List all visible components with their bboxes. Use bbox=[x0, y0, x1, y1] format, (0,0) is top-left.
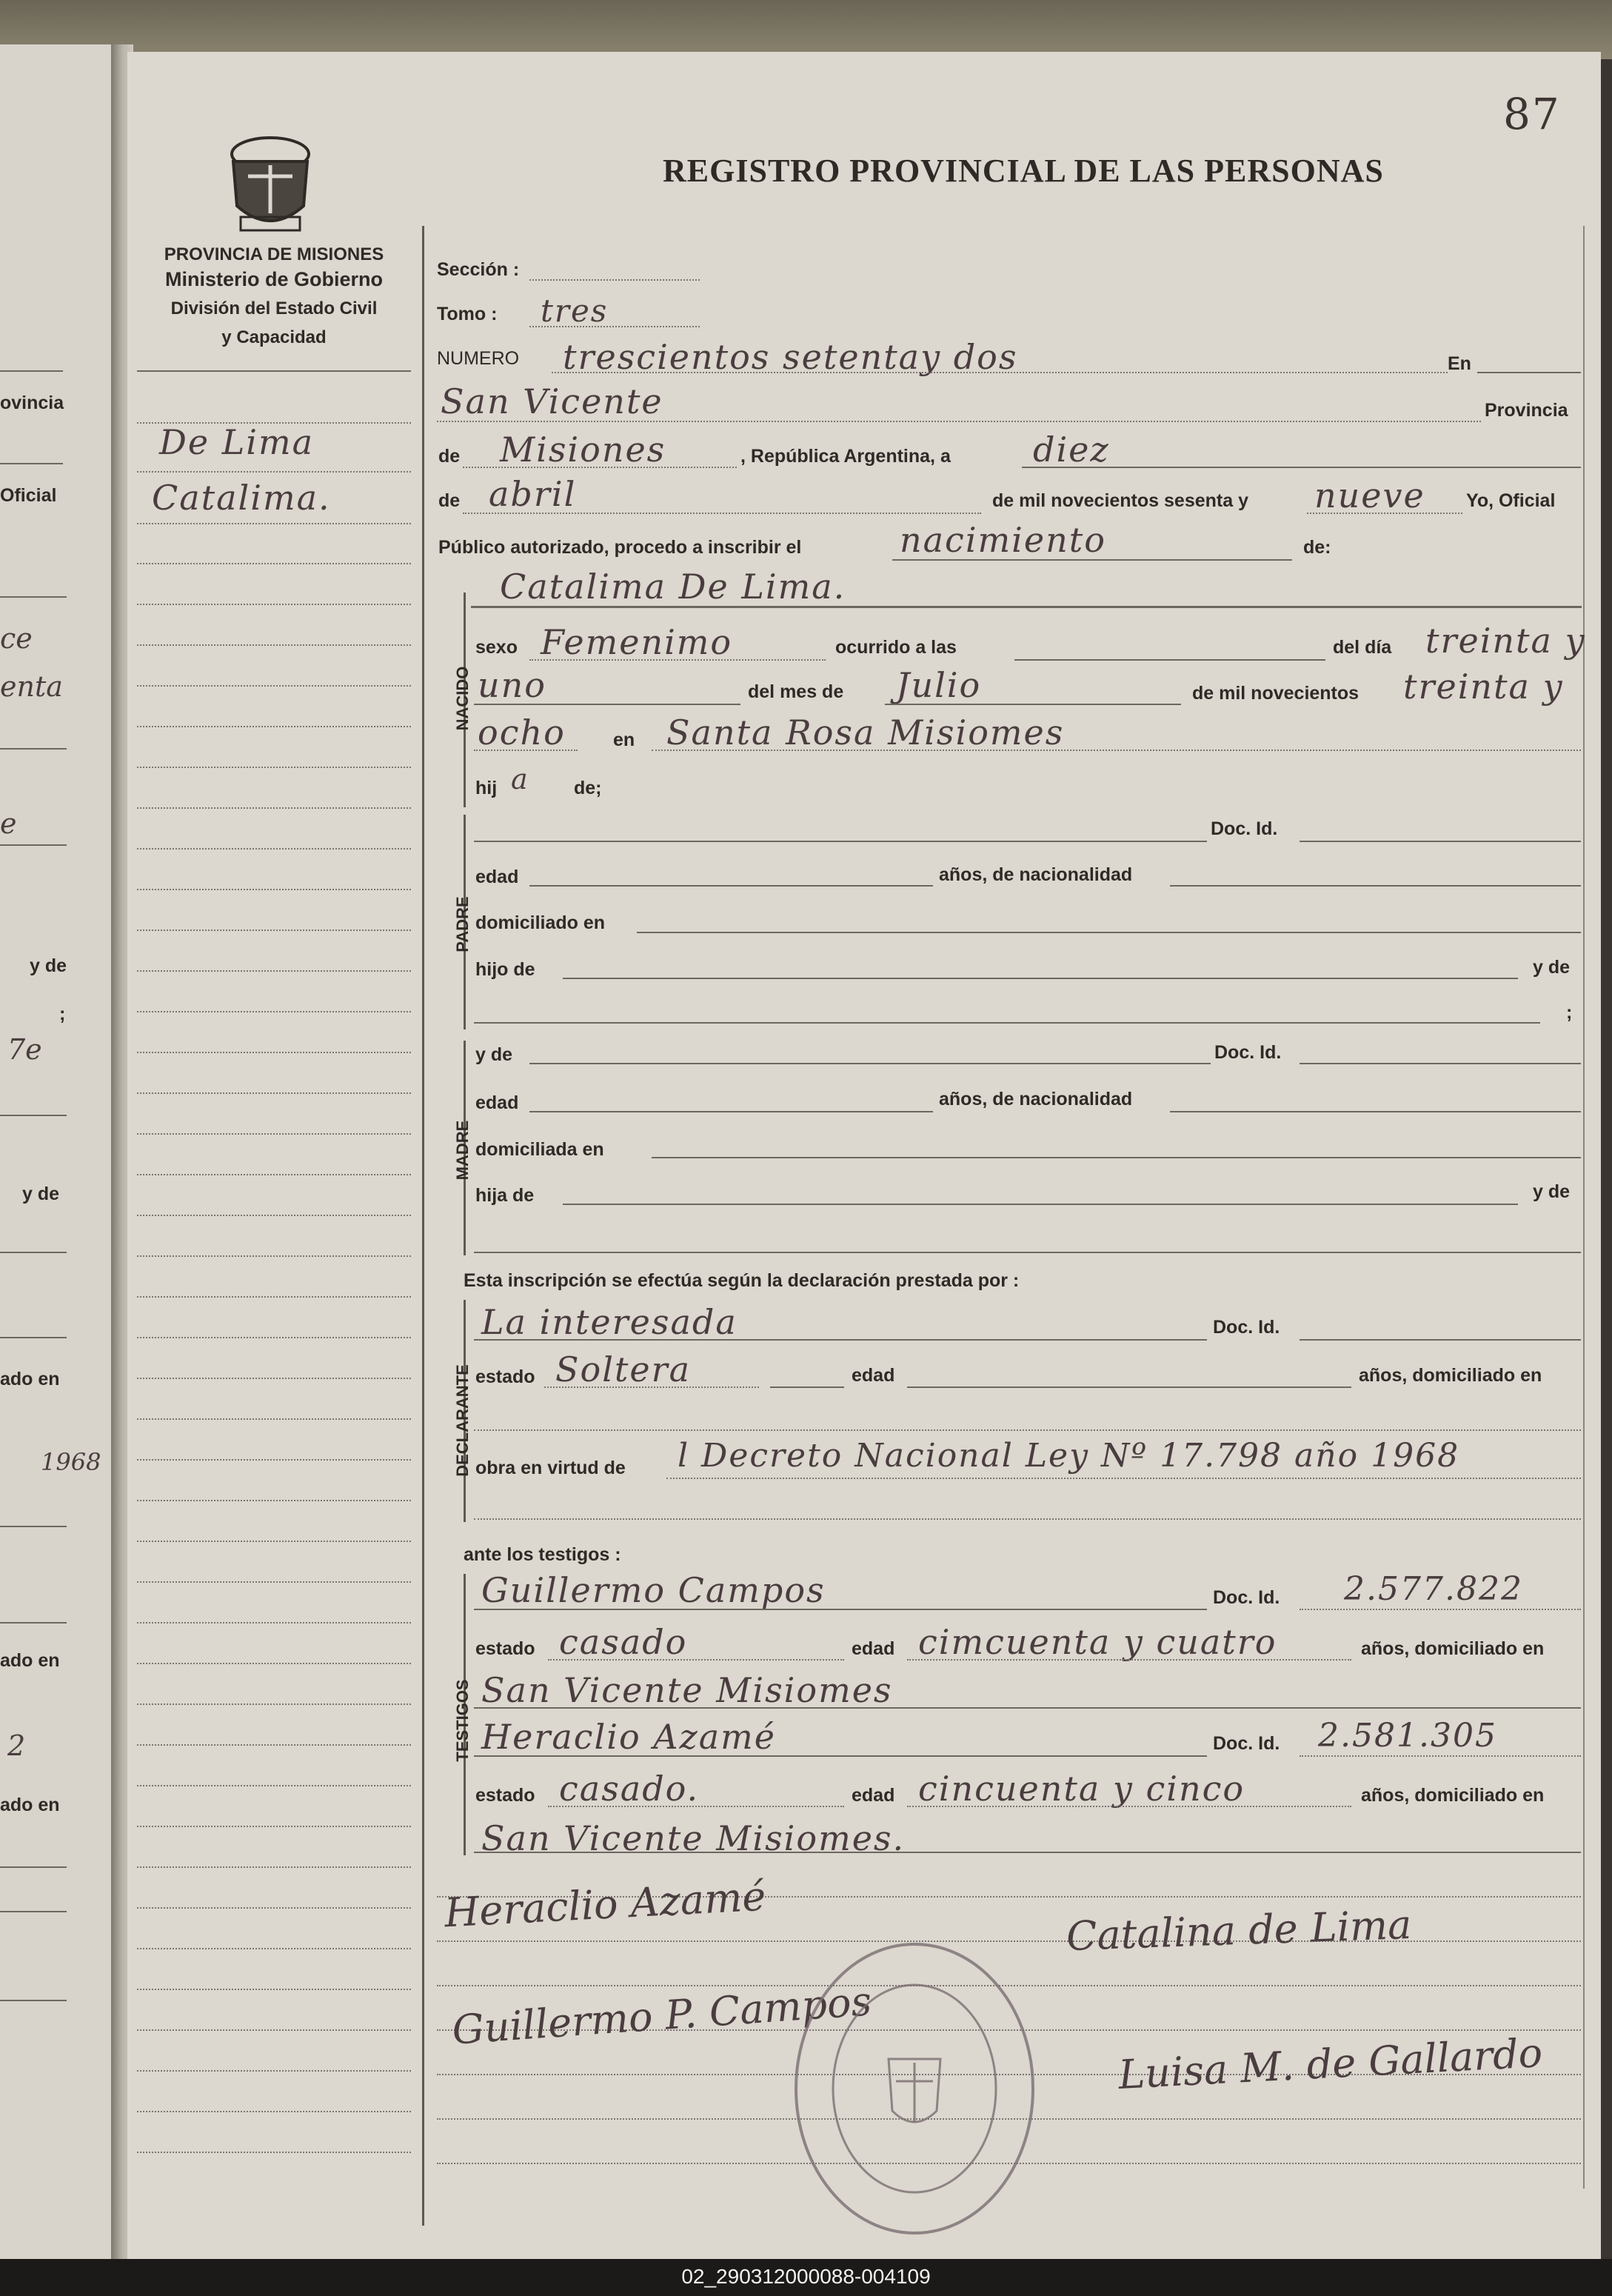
witness2-name: Heraclio Azamé bbox=[481, 1717, 776, 1757]
father-address-label: domiciliado en bbox=[475, 912, 606, 933]
witness2-domicile: San Vicente Misiomes. bbox=[481, 1818, 906, 1858]
witness2-doc: 2.581.305 bbox=[1318, 1717, 1497, 1755]
left-page bbox=[0, 44, 123, 2259]
father-age-label: edad bbox=[475, 867, 519, 887]
provincial-crest-icon bbox=[218, 124, 322, 236]
mother-address-label: domiciliada en bbox=[475, 1139, 604, 1160]
witness1-status: casado bbox=[559, 1622, 688, 1662]
birth-year-part2: ocho bbox=[478, 713, 566, 752]
and-of-label: y de bbox=[1533, 1181, 1571, 1202]
signature-witness2: Heraclio Azamé bbox=[443, 1872, 767, 1937]
registered-name: Catalima De Lima. bbox=[500, 567, 846, 607]
place-value: San Vicente bbox=[441, 381, 663, 421]
left-fragment: 1968 bbox=[41, 1448, 101, 1476]
left-fragment: 7e bbox=[7, 1033, 42, 1066]
republic-label: , República Argentina, a bbox=[740, 446, 951, 467]
signature-officer: Luisa M. de Gallardo bbox=[1117, 2029, 1544, 2098]
mother-doc-label: Doc. Id. bbox=[1214, 1042, 1282, 1063]
number-label: NUMERO bbox=[437, 348, 520, 369]
declarant-status-label: estado bbox=[475, 1366, 535, 1387]
and-of-label: y de bbox=[1533, 957, 1571, 978]
left-fragment: y de bbox=[22, 1184, 60, 1204]
authority-label: obra en virtud de bbox=[475, 1458, 626, 1478]
signature-registrant: Catalina de Lima bbox=[1066, 1900, 1413, 1960]
witness2-status: casado. bbox=[559, 1769, 700, 1809]
declarant-age-label: edad bbox=[852, 1365, 895, 1386]
declarant-doc-label: Doc. Id. bbox=[1213, 1317, 1280, 1338]
month-label: del mes de bbox=[748, 681, 844, 702]
volume-label: Tomo : bbox=[437, 304, 498, 324]
day-label: del día bbox=[1333, 637, 1392, 658]
officer-label: Yo, Oficial bbox=[1466, 490, 1556, 511]
en-label: En bbox=[1448, 353, 1471, 374]
margin-surname: De Lima bbox=[159, 422, 315, 462]
witness1-age: cimcuenta y cuatro bbox=[918, 1622, 1277, 1662]
child-of-label: hij bbox=[475, 778, 498, 798]
mother-nationality-label: años, de nacionalidad bbox=[939, 1089, 1133, 1109]
birthplace: Santa Rosa Misiomes bbox=[666, 713, 1065, 752]
section-label: Sección : bbox=[437, 259, 520, 280]
signature-witness1: Guillermo P. Campos bbox=[450, 1978, 874, 2054]
declarant-section-label: DECLARANTE bbox=[453, 1364, 472, 1477]
number-value: trescientos setentay dos bbox=[563, 337, 1018, 377]
witness2-age: cincuenta y cinco bbox=[918, 1769, 1245, 1809]
left-fragment: enta bbox=[0, 670, 63, 703]
child-suffix: a bbox=[511, 763, 529, 795]
left-fragment: ce bbox=[0, 622, 33, 655]
mother-section-label: MADRE bbox=[453, 1120, 472, 1181]
witnesses-heading: ante los testigos : bbox=[464, 1544, 621, 1565]
division-label: y Capacidad bbox=[221, 327, 327, 347]
en-label: en bbox=[613, 730, 635, 750]
father-doc-label: Doc. Id. bbox=[1211, 818, 1278, 839]
province-value: Misiones bbox=[500, 430, 666, 470]
father-son-of-label: hijo de bbox=[475, 959, 535, 980]
declarant-domicile-label: años, domiciliado en bbox=[1359, 1365, 1542, 1386]
sex-label: sexo bbox=[475, 637, 518, 658]
de-label: de bbox=[438, 490, 461, 511]
registration-year: nueve bbox=[1314, 475, 1425, 515]
mother-daughter-of-label: hija de bbox=[475, 1185, 535, 1206]
de-colon-label: de: bbox=[1303, 537, 1331, 558]
left-fragment: y de bbox=[30, 955, 67, 976]
witness1-name: Guillermo Campos bbox=[481, 1570, 826, 1610]
mother-and-of-label: y de bbox=[475, 1044, 513, 1065]
father-nationality-label: años, de nacionalidad bbox=[939, 864, 1133, 885]
registration-day: diez bbox=[1033, 430, 1110, 470]
book-cover-edge bbox=[0, 0, 1612, 59]
birth-year-part1: treinta y bbox=[1403, 667, 1564, 707]
division-label: División del Estado Civil bbox=[170, 298, 378, 318]
volume-value: tres bbox=[541, 293, 609, 329]
semicolon: ; bbox=[1566, 1002, 1573, 1023]
province-label-row: Provincia bbox=[1485, 400, 1568, 421]
birth-year-prefix: de mil novecientos bbox=[1192, 683, 1360, 704]
birth-day-part2: uno bbox=[478, 665, 546, 705]
declarant-name: La interesada bbox=[481, 1302, 738, 1342]
left-fragment: Oficial bbox=[0, 485, 57, 506]
left-fragment: ado en bbox=[0, 1650, 60, 1671]
province-label: PROVINCIA DE MISIONES bbox=[164, 244, 384, 264]
declaration-heading: Esta inscripción se efectúa según la declaración prestada por : bbox=[464, 1270, 1020, 1291]
witness1-doc-label: Doc. Id. bbox=[1213, 1587, 1280, 1608]
born-section-label: NACIDO bbox=[453, 666, 472, 731]
official-stamp-icon bbox=[785, 1933, 1044, 2244]
witness1-domicile-label: años, domiciliado en bbox=[1361, 1638, 1545, 1659]
declarant-status: Soltera bbox=[555, 1349, 692, 1389]
witness2-doc-label: Doc. Id. bbox=[1213, 1733, 1280, 1754]
left-fragment: e bbox=[0, 807, 17, 840]
witness1-age-label: edad bbox=[852, 1638, 895, 1659]
public-officer-label: Público autorizado, procedo a inscribir el bbox=[438, 537, 802, 558]
left-fragment: 2 bbox=[7, 1729, 26, 1762]
witnesses-section-label: TESTIGOS bbox=[453, 1679, 472, 1762]
witness2-status-label: estado bbox=[475, 1785, 535, 1806]
father-section-label: PADRE bbox=[453, 896, 472, 952]
witness1-doc: 2.577.822 bbox=[1344, 1570, 1523, 1608]
left-fragment: ado en bbox=[0, 1369, 60, 1389]
page-number: 87 bbox=[1503, 89, 1561, 139]
margin-given-name: Catalima. bbox=[152, 478, 331, 518]
birth-month: Julio bbox=[896, 665, 982, 705]
year-prefix-label: de mil novecientos sesenta y bbox=[992, 490, 1248, 511]
time-label: ocurrido a las bbox=[835, 637, 957, 658]
witness2-domicile-label: años, domiciliado en bbox=[1361, 1785, 1545, 1806]
of-label: de; bbox=[574, 778, 602, 798]
witness1-status-label: estado bbox=[475, 1638, 535, 1659]
left-fragment: ovincia bbox=[0, 393, 64, 413]
registration-month: abril bbox=[489, 474, 577, 514]
left-fragment: ado en bbox=[0, 1795, 60, 1815]
legal-basis: l Decreto Nacional Ley Nº 17.798 año 1968 bbox=[678, 1437, 1460, 1475]
page-title: REGISTRO PROVINCIAL DE LAS PERSONAS bbox=[663, 153, 1384, 189]
left-fragment: ; bbox=[59, 1004, 66, 1024]
witness2-age-label: edad bbox=[852, 1785, 895, 1806]
birth-day-part1: treinta y bbox=[1425, 621, 1586, 661]
mother-age-label: edad bbox=[475, 1092, 519, 1113]
witness1-domicile: San Vicente Misiomes bbox=[481, 1670, 893, 1710]
sex-value: Femenimo bbox=[541, 622, 733, 662]
image-identifier: 02_290312000088-004109 bbox=[681, 2265, 931, 2288]
ministry-label: Ministerio de Gobierno bbox=[164, 268, 384, 290]
act-value: nacimiento bbox=[900, 520, 1106, 560]
de-label: de bbox=[438, 446, 461, 467]
